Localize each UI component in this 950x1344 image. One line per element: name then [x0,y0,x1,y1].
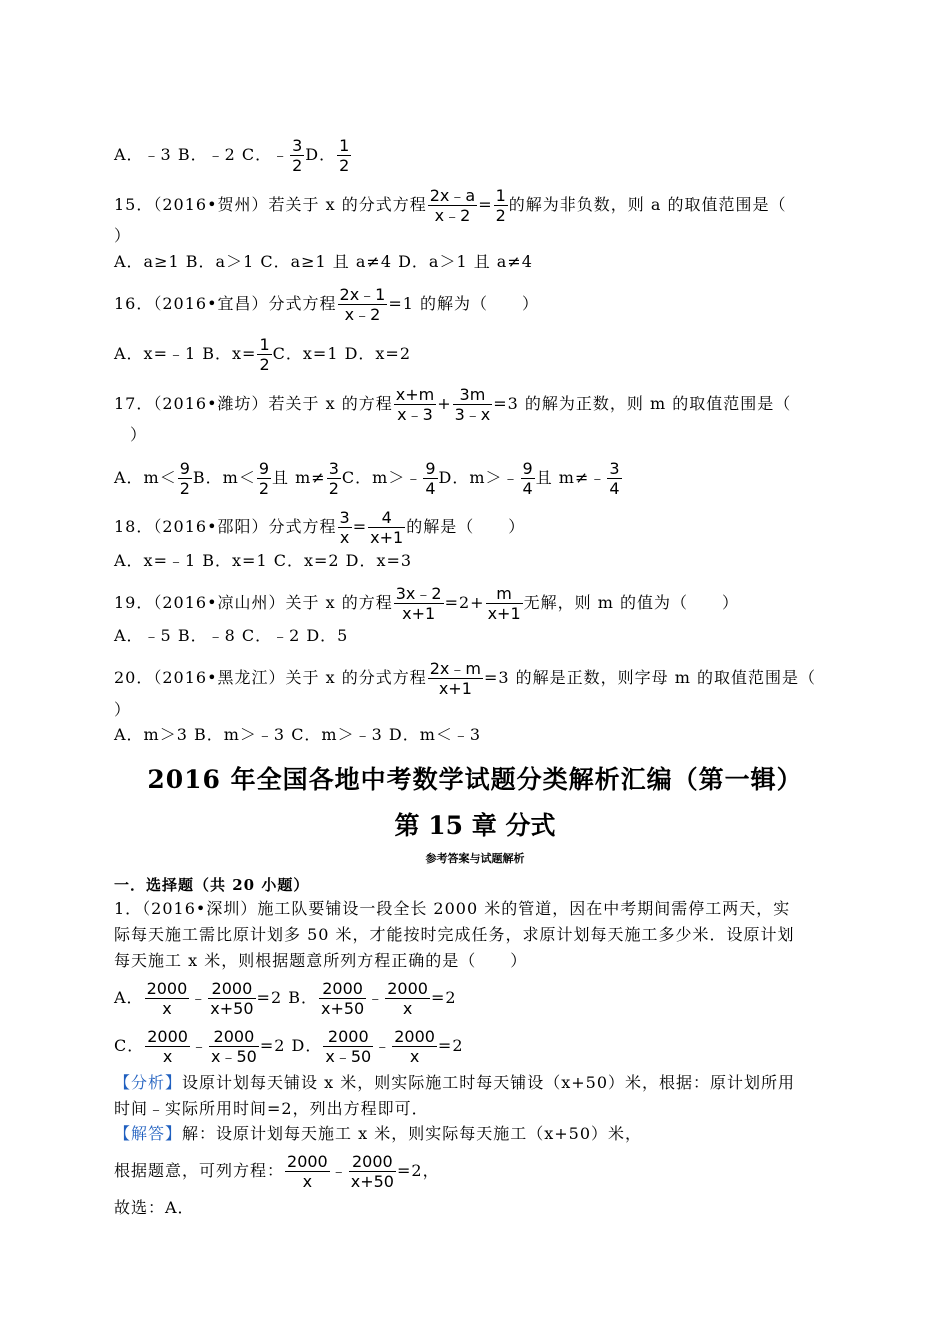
question-20: 20．（2016•黑龙江）关于 x 的分式方程 $\frac{2x﹣m}{x+1}$ =3 的解是正数，则字母 m 的取值范围是（ [114,659,816,698]
solution-line: 【解答】解：设原计划每天施工 x 米，则实际每天施工（x+50）米， [114,1124,643,1143]
fraction: $\frac{3}{2}$ [292,136,303,175]
answer-1-options-ab: A． $\frac{2000}{x}$ ﹣ $\frac{2000}{x+50}$ =2 B． $\frac{2000}{x+50}$ ﹣ $\frac{2000}{x}$ =2 [114,979,457,1018]
question-18: 18．（2016•邵阳）分式方程 $\frac{3}{x}$ = $\frac{4}{x+1}$ 的解是（ ） [114,508,526,547]
q18-options: A．x=﹣1 B．x=1 C．x=2 D．x=3 [114,551,413,570]
q15-options: A．a≥1 B．a＞1 C．a≥1 且 a≠4 D．a＞1 且 a≠4 [114,252,533,271]
question-20-cont: ） [114,700,132,719]
question-19: 19．（2016•凉山州）关于 x 的方程 $\frac{3x﹣2}{x+1}$ =2+ $\frac{m}{x+1}$ 无解，则 m 的值为（ ） [114,584,739,623]
solution-equation: 根据题意，可列方程： $\frac{2000}{x}$ ﹣ $\frac{2000}{x+50}$ =2， [114,1152,440,1191]
fraction: $\frac{2x﹣1}{x﹣2}$ [339,285,386,324]
final-choice: 故选：A． [114,1198,195,1217]
q19-options: A．﹣5 B．﹣8 C．﹣2 D．5 [114,626,349,645]
question-15-cont: ） [114,226,132,245]
fraction: $\frac{3m}{3﹣x}$ [454,385,491,424]
question-15: 15．（2016•贺州）若关于 x 的分式方程 $\frac{2x﹣a}{x﹣2}$ = $\frac{1}{2}$ 的解为非负数，则 a 的取值范围是（ [114,186,787,225]
question-16: 16．（2016•宜昌）分式方程 $\frac{2x﹣1}{x﹣2}$ =1 的解为（ ） [114,285,540,324]
q17-options: A．m＜ $\frac{9}{2}$ B．m＜ $\frac{9}{2}$ 且 m≠ $\frac{3}{2}$ C．m＞﹣ $\frac{9}{4}$ D．m＞﹣ $\frac{9}{4}$ 且 m≠﹣ $\frac{3}{4}$ [114,459,620,498]
analysis-line-1: 【分析】设原计划每天铺设 x 米，则实际施工时每天铺设（x+50）米，根据：原计划所用 [114,1073,796,1092]
section-heading: 一．选择题（共 20 小题） [114,876,310,894]
analysis-tag: 【分析】 [114,1073,183,1092]
question-17-cont: ） [130,425,148,444]
fraction: $\frac{1}{2}$ [259,335,270,374]
q14-options: A．﹣3 B．﹣2 C．﹣ $\frac{3}{2}$ D． $\frac{1}{2}$ [114,136,350,175]
fraction: $\frac{1}{2}$ [495,186,506,225]
fraction: $\frac{x+m}{x﹣3}$ [395,385,435,424]
answers-heading: 参考答案与试题解析 [425,852,525,865]
solution-tag: 【解答】 [114,1124,183,1143]
fraction: $\frac{2x﹣a}{x﹣2}$ [429,186,476,225]
q16-options: A．x=﹣1 B．x= $\frac{1}{2}$ C．x=1 D．x=2 [114,335,412,374]
answer-1-line-1: 1．（2016•深圳）施工队要铺设一段全长 2000 米的管道，因在中考期间需停工两天，实 [114,899,791,918]
answer-1-options-cd: C． $\frac{2000}{x}$ ﹣ $\frac{2000}{x﹣50}$ =2 D． $\frac{2000}{x﹣50}$ ﹣ $\frac{2000}{x}$ =2 [114,1027,464,1066]
answer-1-line-3: 每天施工 x 米，则根据题意所列方程正确的是（ ） [114,951,528,970]
chapter-title: 第 15 章 分式 [394,811,556,840]
page-title: 2016 年全国各地中考数学试题分类解析汇编（第一辑） [147,765,803,794]
answer-1-line-2: 际每天施工需比原计划多 50 米，才能按时完成任务，求原计划每天施工多少米．设原计划 [114,925,795,944]
q20-options: A．m＞3 B．m＞﹣3 C．m＞﹣3 D．m＜﹣3 [114,725,482,744]
fraction: $\frac{1}{2}$ [339,136,350,175]
question-17: 17．（2016•潍坊）若关于 x 的方程 $\frac{x+m}{x﹣3}$ + $\frac{3m}{3﹣x}$ =3 的解为正数，则 m 的取值范围是（ [114,385,792,424]
analysis-line-2: 时间﹣实际所用时间=2，列出方程即可． [114,1099,429,1118]
